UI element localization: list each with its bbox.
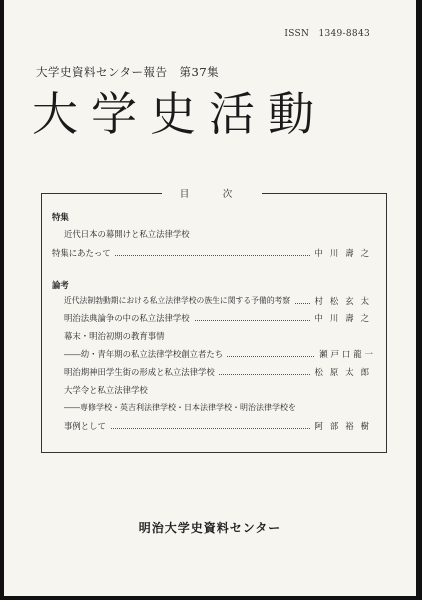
entry-author: 中川壽之 <box>311 246 377 260</box>
section-label-articles: 論考 <box>52 280 69 290</box>
table-of-contents <box>41 189 387 453</box>
toc-section-label <box>52 210 376 224</box>
entry-title: 大学令と私立法律学校 <box>64 385 148 395</box>
toc-entry <box>52 246 376 260</box>
toc-heading <box>162 186 262 200</box>
toc-entry <box>64 347 376 361</box>
entry-title: 近代日本の幕開けと私立法律学校 <box>64 229 190 239</box>
entry-author: 阿部裕樹 <box>311 419 377 433</box>
entry-title: 近代法制勃動期における私立法律学校の族生に関する予備的考察 <box>64 294 294 308</box>
toc-entry <box>64 227 376 241</box>
toc-entry <box>64 329 376 343</box>
entry-author: 松原太郎 <box>311 365 377 379</box>
toc-section-label <box>52 278 376 292</box>
entry-title: ――専修学校・英吉利法律学校・日本法律学校・明治法律学校を <box>64 403 296 412</box>
entry-title: 事例として <box>64 419 110 433</box>
toc-entry <box>64 383 376 397</box>
toc-entry <box>64 365 376 379</box>
toc-entry <box>64 294 376 308</box>
entry-title: 幕末・明治初期の教育事情 <box>64 331 165 341</box>
publisher-name: 明治大学史資料センター <box>138 521 282 535</box>
toc-entry <box>64 401 376 415</box>
toc-entry <box>64 311 376 325</box>
entry-title: ――幼・青年期の私立法律学校創立者たち <box>64 347 227 361</box>
journal-cover <box>4 0 416 596</box>
section-label-feature: 特集 <box>52 212 69 222</box>
entry-title: 明治法典論争の中の私立法律学校 <box>64 311 194 325</box>
entry-author: 中川壽之 <box>311 311 377 325</box>
toc-heading-text: 目 次 <box>179 189 245 200</box>
entry-author: 瀬戸口龍一 <box>315 347 376 361</box>
series-label: 大学史資料センター報告 第37集 <box>36 65 220 79</box>
entry-title: 特集にあたって <box>52 246 115 260</box>
entry-author: 村松玄太 <box>311 294 377 308</box>
toc-entry <box>64 419 376 433</box>
entry-title: 明治期神田学生街の形成と私立法律学校 <box>64 365 219 379</box>
issn-number: ISSN 1349-8843 <box>284 29 370 39</box>
journal-title: 大学史活動 <box>32 87 327 141</box>
